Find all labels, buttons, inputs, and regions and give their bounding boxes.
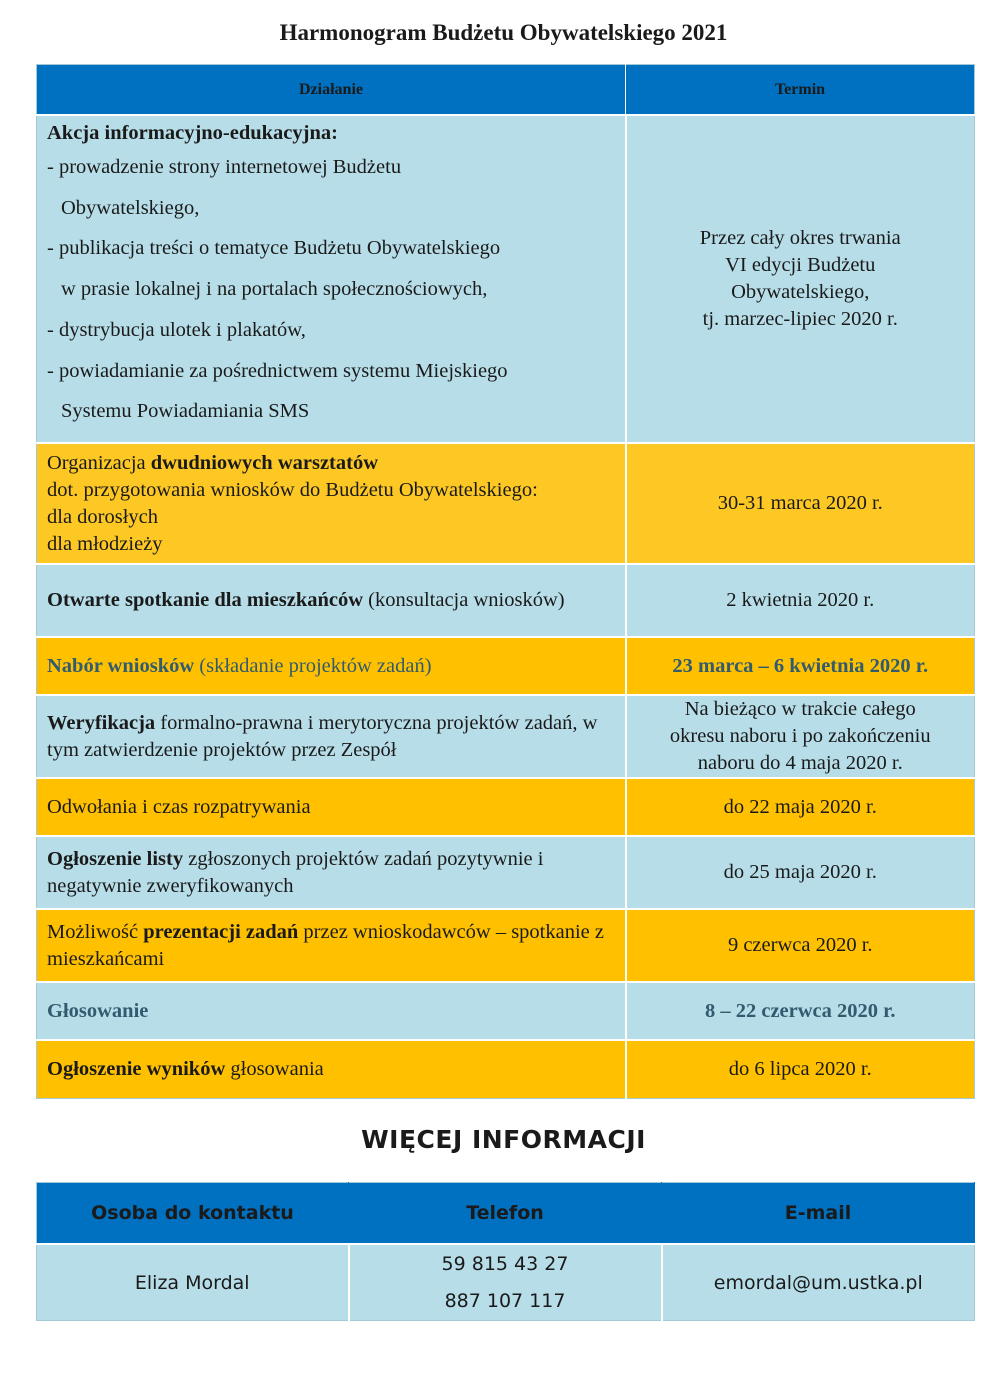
akcja-heading: Akcja informacyjno-edukacyjna: xyxy=(47,122,338,144)
phone-number[interactable]: 59 815 43 27 xyxy=(441,1252,569,1275)
action-cell xyxy=(37,982,626,1040)
weryfikacja-rest: formalno-prawna i merytoryczna projektów zadań, w tym zatwierdzenie projektów przez Zespół xyxy=(47,711,598,761)
spotkanie-rest: (konsultacja wniosków) xyxy=(363,589,565,611)
contact-header-row xyxy=(37,1183,975,1245)
akcja-line: - prowadzenie strony internetowej Budżetu xyxy=(47,156,402,178)
ogloszenie-listy-rest: zgłoszonych projektów zadań pozytywnie i negatywnie zweryfikowanych xyxy=(47,847,544,897)
action-cell xyxy=(37,564,626,637)
page-title: Harmonogram Budżetu Obywatelskiego 2021 xyxy=(279,20,728,45)
term-line: VI edycji Budżetu xyxy=(725,254,876,276)
term-cell: do 6 lipca 2020 r. xyxy=(626,1040,975,1098)
term-cell: do 25 maja 2020 r. xyxy=(626,836,975,909)
header-action: Działanie xyxy=(37,65,626,116)
akcja-line: - powiadamianie za pośrednictwem systemu Miejskiego xyxy=(47,359,508,382)
contact-phones xyxy=(349,1244,662,1321)
akcja-line: Systemu Powiadamiania SMS xyxy=(61,400,310,423)
nabor-bold: Nabór wniosków xyxy=(47,654,195,677)
term-cell: 9 czerwca 2020 r. xyxy=(626,909,975,982)
term-cell xyxy=(626,695,975,778)
wyniki-rest: głosowania xyxy=(225,1057,324,1080)
warsztaty-line: dot. przygotowania wniosków do Budżetu Obywatelskiego: xyxy=(47,478,538,501)
wyniki-bold: Ogłoszenie wyników xyxy=(47,1057,226,1080)
table-row xyxy=(37,115,975,443)
warsztaty-bold: dwudniowych warsztatów xyxy=(150,451,379,474)
term-cell xyxy=(626,982,975,1040)
header-email: E-mail xyxy=(662,1183,975,1245)
warsztaty-prefix: Organizacja xyxy=(47,451,151,474)
schedule-table xyxy=(36,64,975,1099)
term-cell xyxy=(626,637,975,695)
phone-number[interactable]: 887 107 117 xyxy=(444,1289,566,1312)
akcja-line: - dystrybucja ulotek i plakatów, xyxy=(47,318,306,341)
action-cell xyxy=(37,443,626,564)
action-cell xyxy=(37,909,626,982)
contact-person: Eliza Mordal xyxy=(37,1244,349,1321)
table-row xyxy=(37,564,975,637)
table-row xyxy=(37,443,975,564)
term-cell xyxy=(626,115,975,443)
akcja-line: - publikacja treści o tematyce Budżetu Obywatelskiego xyxy=(47,237,501,260)
prezentacja-prefix: Możliwość xyxy=(47,920,144,943)
warsztaty-line: dla młodzieży xyxy=(47,532,163,555)
term-line: naboru do 4 maja 2020 r. xyxy=(697,752,903,774)
ogloszenie-listy-bold: Ogłoszenie listy xyxy=(47,847,184,870)
contact-table xyxy=(36,1182,975,1321)
prezentacja-rest: przez wnioskodawców – spotkanie z mieszkańcami xyxy=(47,920,604,970)
schedule-header-row xyxy=(37,65,975,116)
contact-row xyxy=(37,1244,975,1321)
contact-email[interactable]: emordal@um.ustka.pl xyxy=(662,1244,975,1321)
prezentacja-bold: prezentacji zadań xyxy=(143,920,299,943)
action-cell: Odwołania i czas rozpatrywania xyxy=(37,778,626,836)
term-line: Przez cały okres trwania xyxy=(699,227,901,249)
header-term: Termin xyxy=(626,65,975,116)
term-line: tj. marzec-lipiec 2020 r. xyxy=(702,308,898,330)
term-cell: 2 kwietnia 2020 r. xyxy=(626,564,975,637)
nabor-term: 23 marca – 6 kwietnia 2020 r. xyxy=(672,654,929,677)
table-row xyxy=(37,836,975,909)
table-row xyxy=(37,1040,975,1098)
info-title: WIĘCEJ INFORMACJI xyxy=(361,1125,646,1154)
table-row xyxy=(37,909,975,982)
weryfikacja-bold: Weryfikacja xyxy=(47,711,156,734)
warsztaty-line: dla dorosłych xyxy=(47,505,159,528)
glosowanie-bold: Głosowanie xyxy=(47,999,149,1022)
term-cell: 30-31 marca 2020 r. xyxy=(626,443,975,564)
spotkanie-bold: Otwarte spotkanie dla mieszkańców xyxy=(47,589,364,611)
term-cell: do 22 maja 2020 r. xyxy=(626,778,975,836)
akcja-line: w prasie lokalnej i na portalach społecznościowych, xyxy=(61,278,488,301)
term-line: okresu naboru i po zakończeniu xyxy=(669,725,931,747)
table-row xyxy=(37,637,975,695)
term-line: Na bieżąco w trakcie całego xyxy=(684,698,916,720)
table-row xyxy=(37,982,975,1040)
action-cell xyxy=(37,836,626,909)
term-line: Obywatelskiego, xyxy=(731,281,870,303)
table-row xyxy=(37,695,975,778)
header-phone: Telefon xyxy=(349,1183,662,1245)
action-cell xyxy=(37,637,626,695)
action-cell xyxy=(37,1040,626,1098)
header-person: Osoba do kontaktu xyxy=(37,1183,349,1245)
nabor-rest: (składanie projektów zadań) xyxy=(194,654,432,677)
glosowanie-term: 8 – 22 czerwca 2020 r. xyxy=(704,999,896,1022)
action-cell xyxy=(37,115,626,443)
table-row xyxy=(37,778,975,836)
akcja-line: Obywatelskiego, xyxy=(61,196,200,219)
action-cell xyxy=(37,695,626,778)
